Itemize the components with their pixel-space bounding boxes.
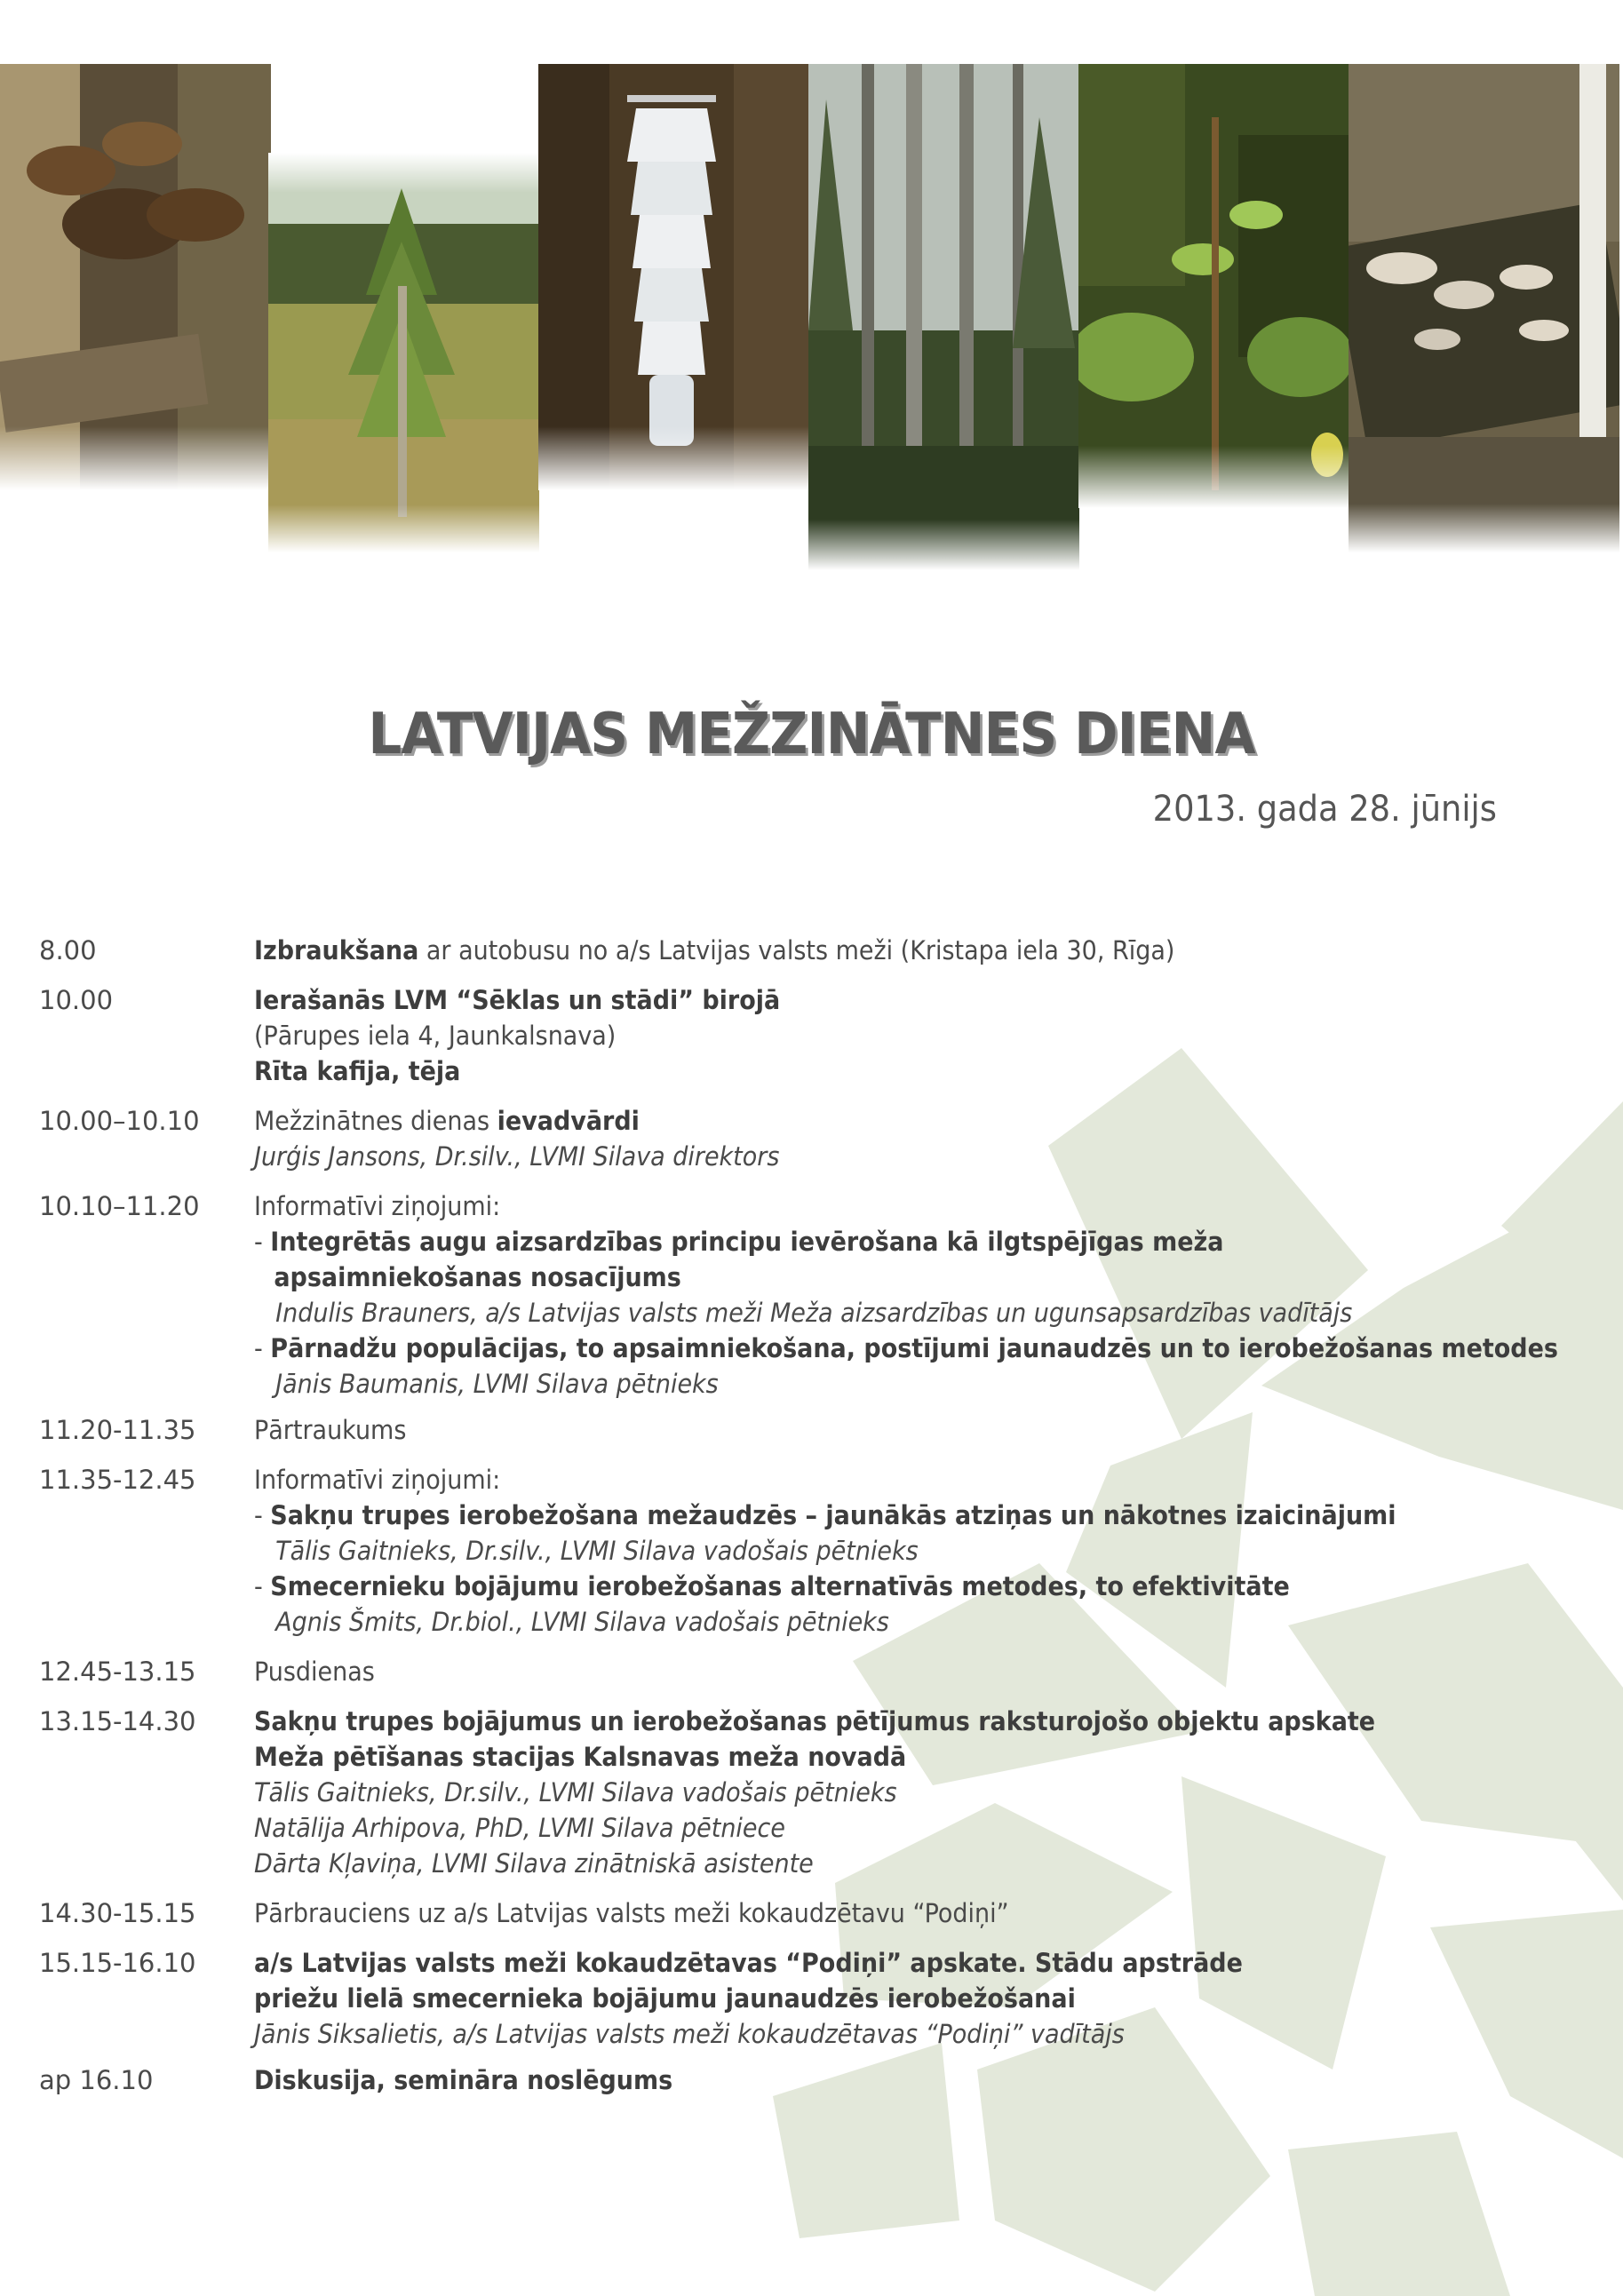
bold-text: Izbraukšana — [254, 935, 419, 965]
event-date: 2013. gada 28. jūnijs — [1152, 789, 1497, 830]
schedule-content — [254, 1895, 1585, 1931]
schedule-line — [254, 1103, 1492, 1139]
schedule-line — [254, 1654, 1492, 1689]
schedule-row — [39, 1654, 1585, 1689]
schedule-content — [254, 1704, 1585, 1881]
schedule-content — [254, 933, 1585, 968]
photo-mushrooms-on-trunk — [0, 64, 271, 490]
speaker-text: Jānis Siksalietis, a/s Latvijas valsts meži kokaudzētavas “Podiņi” vadītājs — [254, 2019, 1125, 2049]
plain-text: - — [254, 1500, 271, 1530]
plain-text: Pārtraukums — [254, 1415, 407, 1445]
schedule-row — [39, 1188, 1585, 1402]
schedule-line — [254, 1981, 1492, 2016]
photo-young-pine — [268, 153, 539, 552]
photo-strip — [0, 64, 1623, 570]
schedule-line — [254, 1259, 1492, 1295]
plain-text: (Pārupes iela 4, Jaunkalsnava) — [254, 1021, 617, 1051]
schedule-line — [254, 1945, 1492, 1981]
speaker-text: Tālis Gaitnieks, Dr.silv., LVMI Silava vadošais pētnieks — [254, 1777, 897, 1807]
schedule-content — [254, 1412, 1585, 1448]
schedule-row — [39, 2062, 1585, 2098]
bold-text: Sakņu trupes ierobežošana mežaudzēs – jaunākās atziņas un nākotnes izaicinājumi — [270, 1500, 1396, 1530]
bold-text: a/s Latvijas valsts meži kokaudzētavas “Podiņi” apskate. Stādu apstrāde — [254, 1948, 1243, 1978]
plain-text: Mežzinātnes dienas — [254, 1106, 497, 1136]
schedule-line — [254, 982, 1492, 1018]
schedule-line — [254, 933, 1492, 968]
schedule-line — [254, 1295, 1492, 1331]
plain-text: Pusdienas — [254, 1656, 375, 1687]
schedule-line — [254, 1462, 1492, 1498]
schedule-line — [254, 1331, 1558, 1366]
schedule-line — [254, 1139, 1492, 1174]
schedule-time: 11.20-11.35 — [39, 1415, 196, 1445]
schedule-line — [254, 1739, 1492, 1775]
speaker-text: Tālis Gaitnieks, Dr.silv., LVMI Silava vadošais pētnieks — [275, 1536, 919, 1566]
schedule-time: 10.00 — [39, 985, 114, 1015]
schedule-line — [254, 1810, 1492, 1846]
schedule-line — [254, 1366, 1492, 1402]
schedule-line — [254, 2062, 1492, 2098]
page-title: LATVIJAS MEŽZINĀTNES DIENA — [368, 702, 1255, 767]
bold-text: Integrētās augu aizsardzības principu ievērošana kā ilgtspējīgas meža — [270, 1227, 1224, 1257]
schedule-time: 12.45-13.15 — [39, 1656, 196, 1687]
schedule-line — [254, 1188, 1492, 1224]
schedule-content — [254, 1462, 1585, 1640]
photo-sapling-leaves — [1078, 64, 1349, 508]
schedule-time: 15.15-16.10 — [39, 1948, 196, 1978]
plain-text: Informatīvi ziņojumi: — [254, 1465, 501, 1495]
schedule-line — [254, 1412, 1492, 1448]
schedule-content — [254, 982, 1585, 1089]
schedule-line — [254, 1498, 1492, 1533]
schedule-line — [254, 1895, 1492, 1931]
schedule-row — [39, 1895, 1585, 1931]
plain-text: ar autobusu no a/s Latvijas valsts meži (Kristapa iela 30, Rīga) — [418, 935, 1175, 965]
schedule-row — [39, 1412, 1585, 1448]
schedule-content — [254, 1188, 1585, 1402]
schedule-time: 14.30-15.15 — [39, 1898, 196, 1928]
schedule-line — [254, 1569, 1492, 1604]
schedule-row — [39, 1103, 1585, 1174]
speaker-text: Agnis Šmits, Dr.biol., LVMI Silava vadošais pētnieks — [275, 1607, 889, 1637]
bold-text: apsaimniekošanas nosacījums — [274, 1262, 681, 1292]
schedule-line — [254, 1053, 1492, 1089]
program-schedule — [39, 933, 1585, 2098]
schedule-time: 13.15-14.30 — [39, 1706, 196, 1736]
schedule-line — [254, 1846, 1492, 1881]
schedule-line — [254, 1775, 1492, 1810]
bold-text: Pārnadžu populācijas, to apsaimniekošana, postījumi jaunaudzēs un to ierobežošanas metodes — [270, 1333, 1558, 1363]
bold-text: Ierašanās LVM “Sēklas un stādi” birojā — [254, 985, 781, 1015]
schedule-row — [39, 1945, 1585, 2052]
schedule-time: ap 16.10 — [39, 2065, 154, 2095]
bold-text: Rīta kafija, tēja — [254, 1056, 461, 1086]
bold-text: Meža pētīšanas stacijas Kalsnavas meža novadā — [254, 1742, 907, 1772]
plain-text: - — [254, 1333, 271, 1363]
bold-text: ievadvārdi — [497, 1106, 640, 1136]
schedule-line — [254, 1018, 1492, 1053]
schedule-content — [254, 2062, 1585, 2098]
speaker-text: Indulis Brauners, a/s Latvijas valsts meži Meža aizsardzības un ugunsapsardzības vadītājs — [275, 1298, 1353, 1328]
schedule-time: 11.35-12.45 — [39, 1465, 196, 1495]
speaker-text: Jurģis Jansons, Dr.silv., LVMI Silava direktors — [254, 1141, 780, 1172]
schedule-row — [39, 1704, 1585, 1881]
schedule-content — [254, 1103, 1585, 1174]
schedule-row — [39, 982, 1585, 1089]
schedule-content — [254, 1945, 1585, 2052]
schedule-line — [254, 1224, 1492, 1259]
plain-text: - — [254, 1571, 271, 1601]
speaker-text: Dārta Kļaviņa, LVMI Silava zinātniskā asistente — [254, 1848, 814, 1879]
bold-text: Diskusija, semināra noslēgums — [254, 2065, 673, 2095]
schedule-row — [39, 1462, 1585, 1640]
bold-text: Sakņu trupes bojājumus un ierobežošanas pētījumus raksturojošo objektu apskate — [254, 1706, 1376, 1736]
photo-log-with-fungus — [1349, 64, 1619, 552]
schedule-content — [254, 1654, 1585, 1689]
schedule-row — [39, 933, 1585, 968]
bold-text: priežu lielā smecernieka bojājumu jaunaudzēs ierobežošanai — [254, 1983, 1076, 2014]
schedule-line — [254, 1533, 1492, 1569]
schedule-line — [254, 2016, 1492, 2052]
speaker-text: Jānis Baumanis, LVMI Silava pētnieks — [275, 1369, 719, 1399]
plain-text: Pārbrauciens uz a/s Latvijas valsts meži kokaudzētavu “Podiņi” — [254, 1898, 1009, 1928]
schedule-time: 10.00–10.10 — [39, 1106, 200, 1136]
photo-tall-spruce-stand — [808, 64, 1079, 570]
schedule-time: 10.10–11.20 — [39, 1191, 200, 1221]
bold-text: Smecernieku bojājumu ierobežošanas alternatīvās metodes, to efektivitāte — [270, 1571, 1290, 1601]
photo-insect-trap — [538, 64, 809, 490]
speaker-text: Natālija Arhipova, PhD, LVMI Silava pētniece — [254, 1813, 785, 1843]
schedule-time: 8.00 — [39, 935, 97, 965]
plain-text: - — [254, 1227, 271, 1257]
schedule-line — [254, 1604, 1492, 1640]
schedule-line — [254, 1704, 1492, 1739]
plain-text: Informatīvi ziņojumi: — [254, 1191, 501, 1221]
